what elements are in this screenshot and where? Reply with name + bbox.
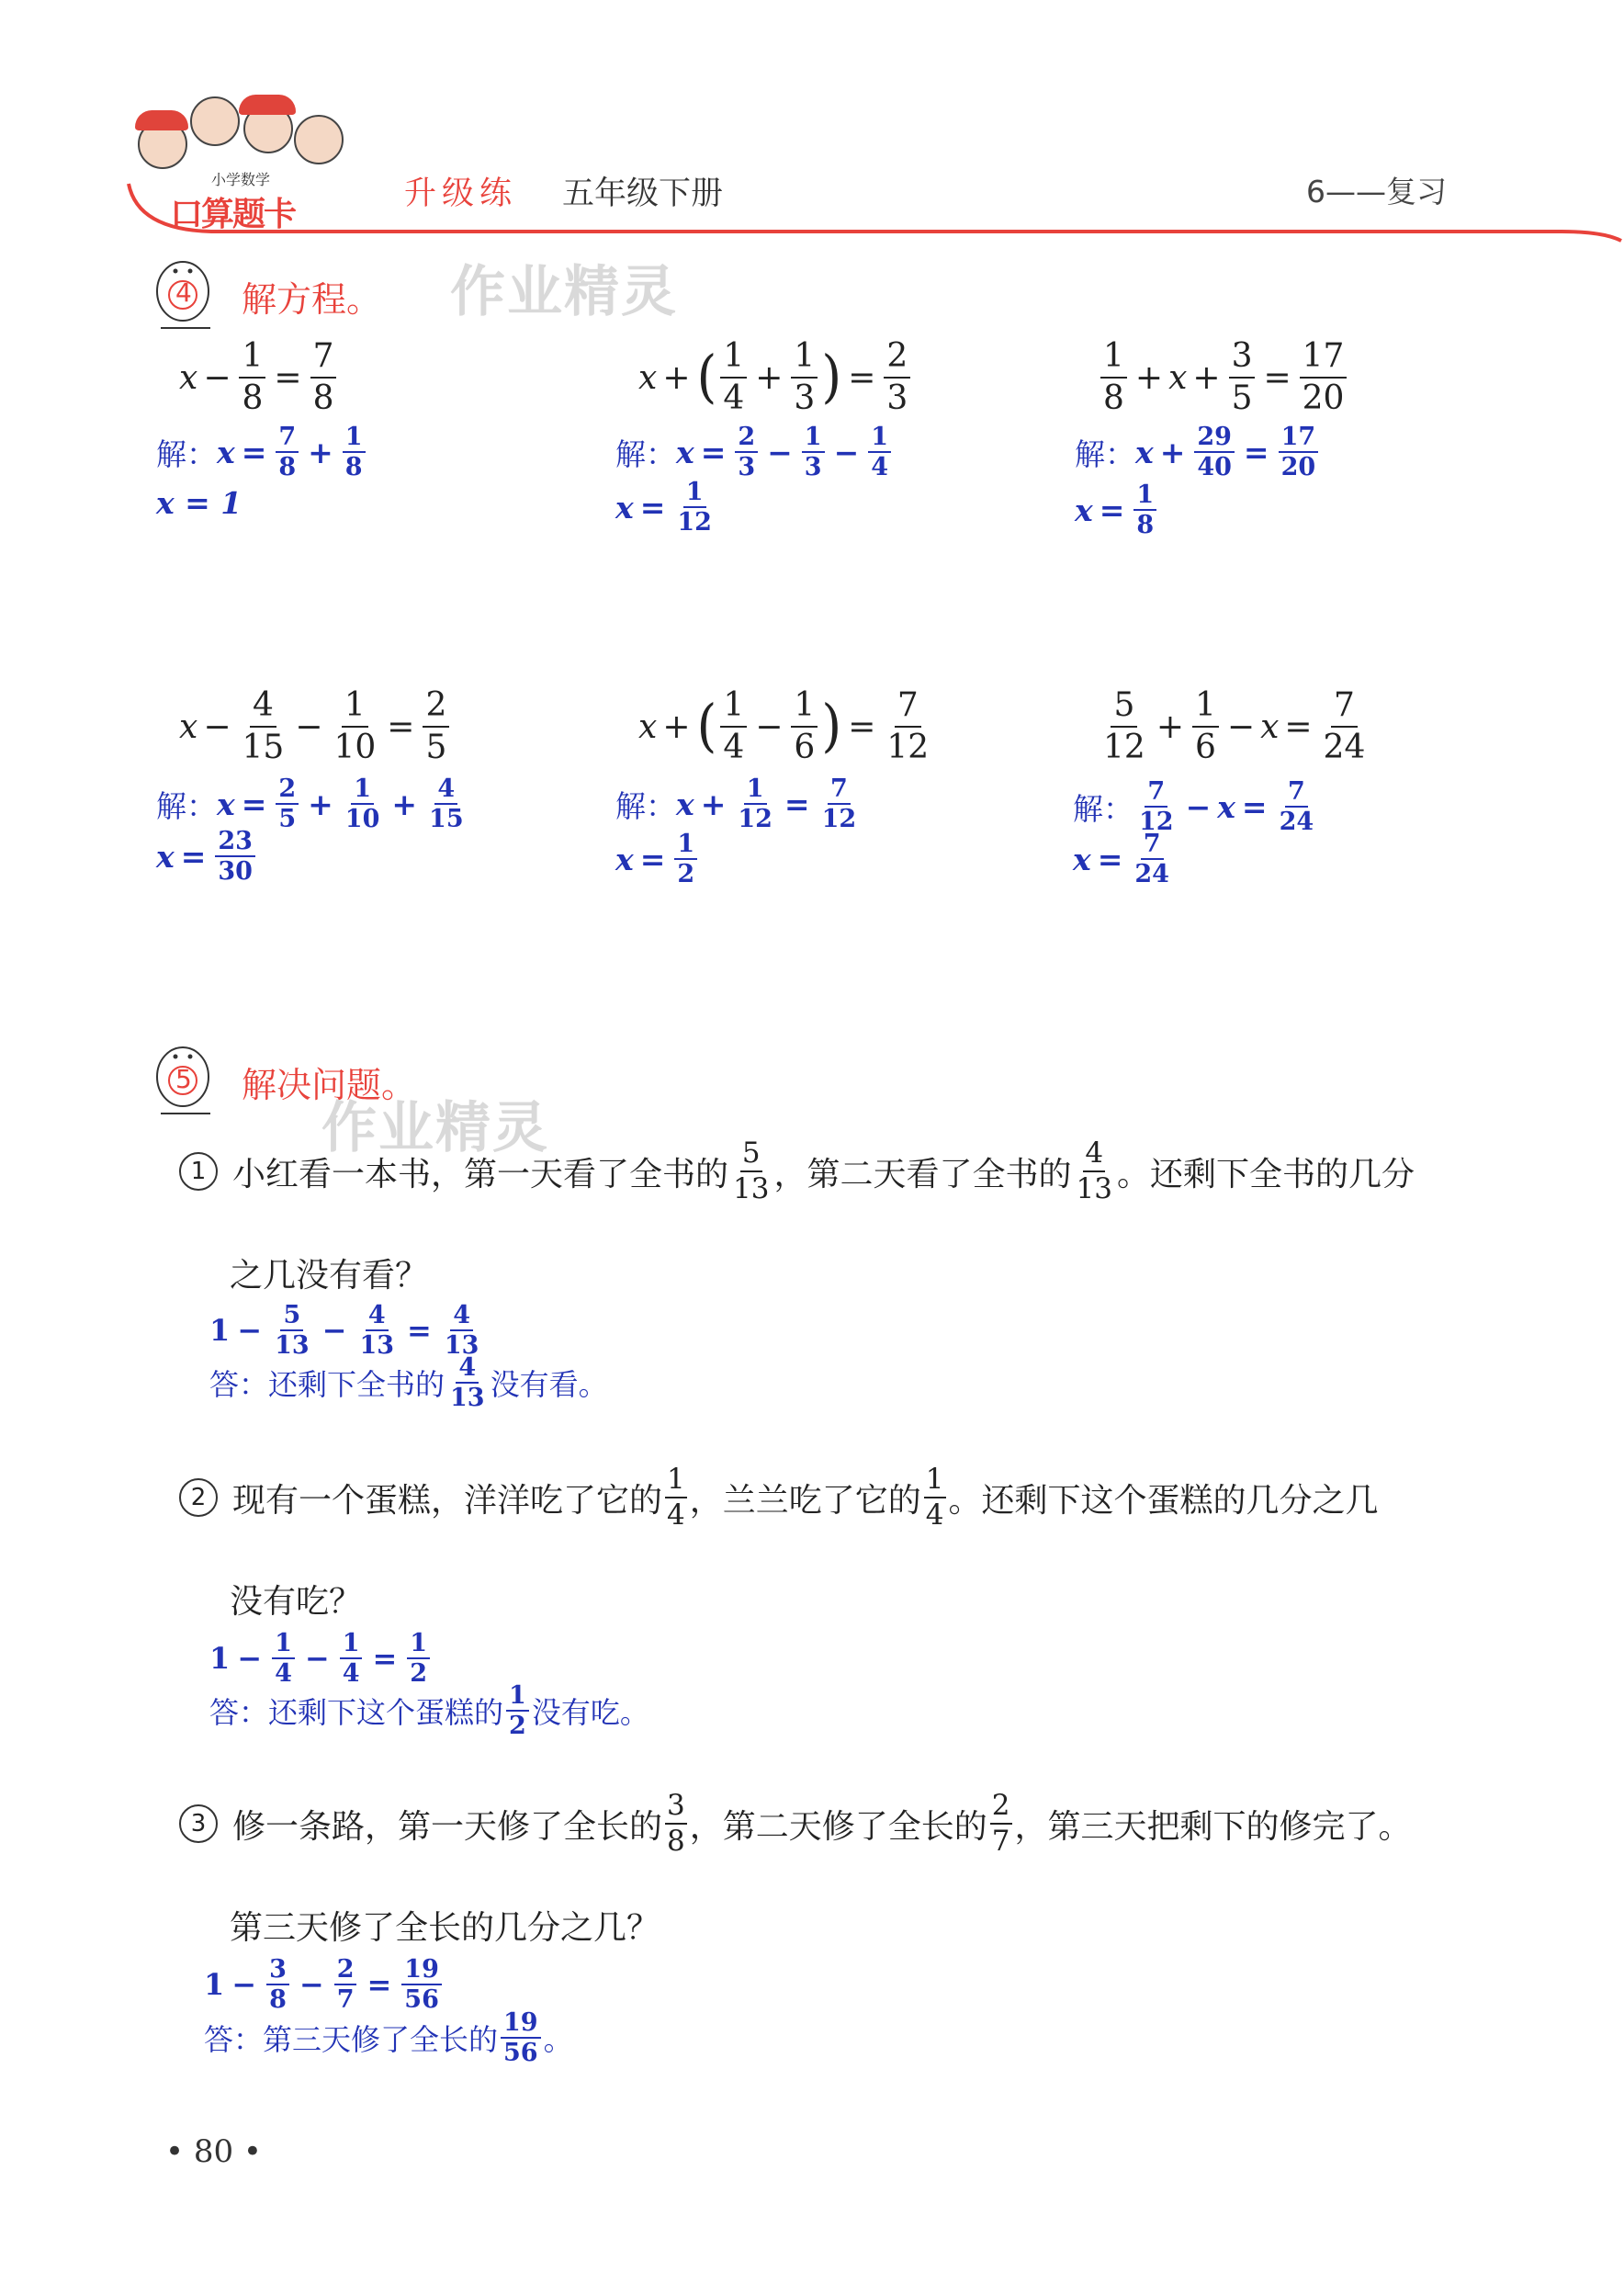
equation-2-answer-result: x = $\frac{1}{12}$: [615, 478, 712, 537]
equation-5: x + ( $\frac{1}{4}$ − $\frac{1}{6}$ ) = $\frac{7}{12}$: [638, 686, 930, 766]
equation-6-answer-result: x = $\frac{7}{24}$: [1073, 830, 1169, 888]
problem-3-answer: 答：第三天修了全长的 $\frac{19}{56}$ 。: [204, 2008, 573, 2067]
problem-3-line2: 第三天修了全长的几分之几？: [230, 1909, 660, 1947]
brand-subtitle: 小学数学: [211, 171, 271, 188]
brand-title: 口算题卡: [170, 196, 296, 233]
brand-logo: [124, 87, 344, 234]
equation-5-answer-step1: 解： x + $\frac{1}{12}$ = $\frac{7}{12}$: [615, 775, 857, 833]
watermark: 作业精灵: [450, 260, 678, 324]
section-number: 5: [175, 1064, 192, 1094]
equation-6: $\frac{5}{12}$ + $\frac{1}{6}$ − x = $\frac{7}{24}$: [1103, 686, 1366, 766]
equation-5-answer-result: x = $\frac{1}{2}$: [615, 831, 700, 887]
problem-2-answer: 答：还剩下这个蛋糕的 $\frac{1}{2}$ 没有吃。: [209, 1681, 649, 1740]
problem-number: 2: [179, 1478, 218, 1517]
problem-2: 2 现有一个蛋糕，洋洋吃了它的 $\frac{1}{4}$ ，兰兰吃了它的 $\frac{1}{4}$ 。还剩下这个蛋糕的几分之几: [179, 1465, 1379, 1530]
problem-number: 3: [179, 1804, 218, 1843]
equation-2-answer-step1: 解： x = $\frac{2}{3}$ − $\frac{1}{3}$ − $\frac{1}{4}$: [615, 424, 894, 480]
problem-2-calculation: 1 − $\frac{1}{4}$ − $\frac{1}{4}$ = $\frac{1}{2}$: [209, 1631, 433, 1686]
equation-1-answer-step1: 解： x = $\frac{7}{8}$ + $\frac{1}{8}$: [156, 424, 368, 480]
equation-3-answer-step1: 解： x + $\frac{29}{40}$ = $\frac{17}{20}$: [1075, 424, 1321, 480]
section-title: 解决问题。: [242, 1065, 417, 1105]
chapter-label: 6——复习: [1306, 174, 1447, 209]
problem-3-calculation: 1 − $\frac{3}{8}$ − $\frac{2}{7}$ = $\frac{19}{56}$: [204, 1957, 445, 2012]
section-number: 4: [175, 277, 192, 308]
equation-3: $\frac{1}{8}$ + x + $\frac{3}{5}$ = $\frac{17}{20}$: [1098, 340, 1349, 415]
equation-4: x − $\frac{4}{15}$ − $\frac{1}{10}$ = $\frac{2}{5}$: [179, 689, 452, 764]
problem-1-calculation: 1 − $\frac{5}{13}$ − $\frac{4}{13}$ = $\frac{4}{13}$: [209, 1301, 479, 1360]
equation-4-answer-step1: 解： x = $\frac{2}{5}$ + $\frac{1}{10}$ + $\frac{4}{15}$: [156, 775, 464, 833]
problem-1-line2: 之几没有看？: [230, 1257, 429, 1295]
equation-6-answer-step1: 解： $\frac{7}{12}$ − x = $\frac{7}{24}$: [1073, 777, 1314, 836]
problem-1-answer: 答：还剩下全书的 $\frac{4}{13}$ 没有看。: [209, 1353, 608, 1412]
equation-3-answer-result: x = $\frac{1}{8}$: [1075, 482, 1159, 537]
equation-4-answer-result: x = $\frac{23}{30}$: [156, 829, 258, 884]
watermark: 作业精灵: [321, 1096, 549, 1160]
page-number: • 80 •: [165, 2133, 262, 2170]
equation-1-answer-result: x = 1: [156, 485, 242, 521]
grade-label: 五年级下册: [562, 175, 724, 212]
problem-number: 1: [179, 1152, 218, 1191]
problem-3: 3 修一条路，第一天修了全长的 $\frac{3}{8}$ ，第二天修了全长的 $\frac{2}{7}$ ，第三天把剩下的修完了。: [179, 1792, 1412, 1856]
equation-2: x + ( $\frac{1}{4}$ + $\frac{1}{3}$ ) = $\frac{2}{3}$: [638, 340, 913, 415]
problem-1: 1 小红看一本书，第一天看了全书的 $\frac{5}{13}$ ，第二天看了全书的 $\frac{4}{13}$ 。还剩下全书的几分: [179, 1139, 1415, 1204]
equation-1: x − $\frac{1}{8}$ = $\frac{7}{8}$: [179, 340, 339, 415]
section-title: 解方程。: [242, 279, 382, 320]
problem-2-line2: 没有吃？: [230, 1583, 363, 1621]
series-label: 升级练: [404, 175, 518, 212]
